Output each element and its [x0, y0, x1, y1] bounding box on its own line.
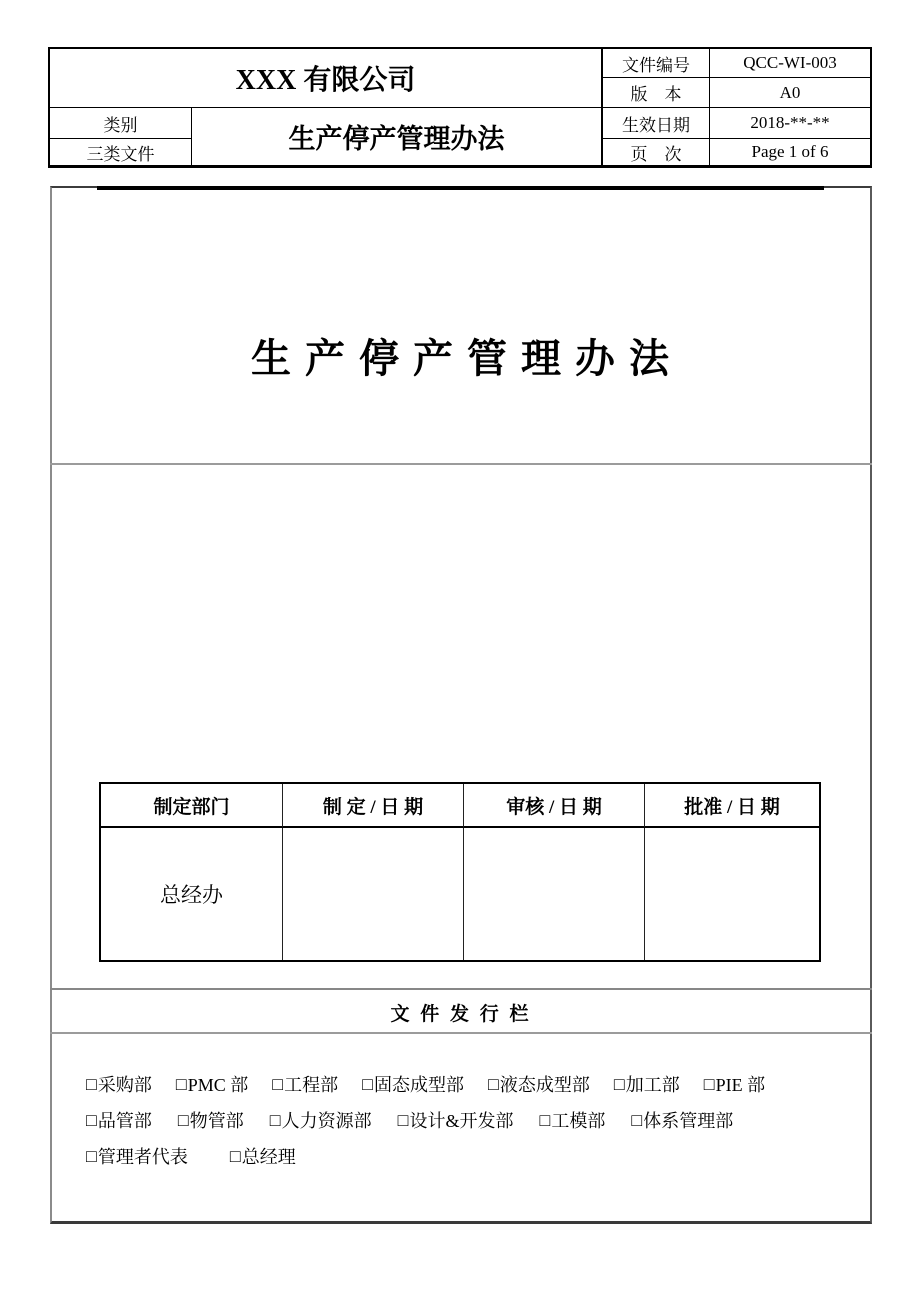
- category-label: 类别: [50, 108, 192, 139]
- distribution-checkbox-item[interactable]: [176, 1071, 248, 1097]
- approval-header-drafted: 制 定 / 日 期: [283, 784, 464, 828]
- approval-header-department: 制定部门: [101, 784, 283, 828]
- distribution-checkbox-item[interactable]: [398, 1107, 514, 1133]
- distribution-item-label: 液态成型部: [499, 1075, 590, 1095]
- distribution-item-label: 采购部: [97, 1075, 152, 1095]
- distribution-section-title: 文 件 发 行 栏: [390, 1003, 532, 1025]
- approval-cell-department: 总经办: [101, 828, 283, 960]
- distribution-checkbox-item[interactable]: [614, 1071, 680, 1097]
- distribution-item-label: 管理者代表: [97, 1147, 188, 1167]
- approval-header-approved: 批准 / 日 期: [645, 784, 819, 828]
- distribution-checkbox-item[interactable]: [178, 1107, 244, 1133]
- company-name: XXX 有限公司: [50, 49, 603, 108]
- approval-header-reviewed: 审核 / 日 期: [464, 784, 645, 828]
- distribution-checkbox-item[interactable]: [704, 1071, 765, 1097]
- distribution-checkbox-item[interactable]: [631, 1107, 733, 1133]
- meta-label-doc-number: 文件编号: [603, 49, 710, 78]
- checkbox-unchecked-icon: □: [86, 1074, 97, 1094]
- checkbox-unchecked-icon: □: [703, 1074, 715, 1094]
- checkbox-unchecked-icon: □: [272, 1074, 284, 1094]
- checkbox-unchecked-icon: □: [397, 1110, 409, 1130]
- distribution-item-label: 总经理: [241, 1147, 296, 1167]
- meta-value-doc-number: QCC-WI-003: [710, 49, 870, 78]
- document-main-title: 生 产 停 产 管 理 办 法: [251, 336, 671, 381]
- distribution-checkbox-item[interactable]: [86, 1107, 152, 1133]
- distribution-checkbox-item[interactable]: [272, 1071, 338, 1097]
- distribution-checkbox-item[interactable]: [86, 1071, 152, 1097]
- section-divider: [50, 463, 872, 465]
- meta-label-version: 版 本: [603, 78, 710, 108]
- meta-value-effective-date: 2018-**-**: [710, 108, 870, 139]
- checkbox-unchecked-icon: □: [86, 1110, 97, 1130]
- distribution-checkbox-item[interactable]: [86, 1143, 188, 1169]
- distribution-item-label: 品管部: [97, 1111, 152, 1131]
- distribution-item-label: 体系管理部: [643, 1111, 734, 1131]
- approval-table: [99, 782, 821, 962]
- distribution-item-label: 加工部: [625, 1075, 680, 1095]
- checkbox-unchecked-icon: □: [177, 1110, 189, 1130]
- distribution-item-label: PMC 部: [187, 1075, 249, 1095]
- distribution-item-label: 固态成型部: [374, 1075, 465, 1095]
- checkbox-unchecked-icon: □: [539, 1110, 551, 1130]
- document-header-table: [48, 47, 872, 168]
- meta-label-effective-date: 生效日期: [603, 108, 710, 139]
- meta-label-page: 页 次: [603, 139, 710, 165]
- distribution-checkbox-item[interactable]: [540, 1107, 606, 1133]
- checkbox-unchecked-icon: □: [613, 1074, 625, 1094]
- distribution-item-label: 物管部: [189, 1111, 244, 1131]
- distribution-item-label: 工程部: [284, 1075, 339, 1095]
- section-divider: [50, 1032, 872, 1034]
- meta-value-version: A0: [710, 78, 870, 108]
- approval-cell-drafted: [283, 828, 464, 960]
- checkbox-unchecked-icon: □: [631, 1110, 643, 1130]
- checkbox-unchecked-icon: □: [269, 1110, 281, 1130]
- distribution-checkbox-item[interactable]: [270, 1107, 372, 1133]
- document-body-box: [50, 186, 872, 1224]
- approval-cell-reviewed: [464, 828, 645, 960]
- distribution-row: [86, 1138, 840, 1174]
- header-doc-title: 生产停产管理办法: [192, 108, 603, 165]
- distribution-checkbox-item[interactable]: [488, 1071, 590, 1097]
- distribution-checkbox-item[interactable]: [230, 1143, 296, 1169]
- meta-value-page: Page 1 of 6: [751, 142, 829, 161]
- checkbox-unchecked-icon: □: [175, 1074, 187, 1094]
- distribution-item-label: 人力资源部: [281, 1111, 372, 1131]
- top-thick-rule: [97, 186, 824, 190]
- checkbox-unchecked-icon: □: [86, 1146, 97, 1166]
- distribution-list: [86, 1066, 840, 1174]
- approval-cell-approved: [645, 828, 819, 960]
- distribution-item-label: 设计&开发部: [409, 1111, 514, 1131]
- distribution-item-label: PIE 部: [715, 1075, 766, 1095]
- distribution-row: [86, 1066, 840, 1102]
- checkbox-unchecked-icon: □: [488, 1074, 499, 1094]
- distribution-item-label: 工模部: [551, 1111, 606, 1131]
- section-divider: [50, 988, 872, 990]
- distribution-checkbox-item[interactable]: [362, 1071, 464, 1097]
- distribution-row: [86, 1102, 840, 1138]
- category-value: 三类文件: [50, 139, 192, 165]
- checkbox-unchecked-icon: □: [362, 1074, 374, 1094]
- checkbox-unchecked-icon: □: [229, 1146, 241, 1166]
